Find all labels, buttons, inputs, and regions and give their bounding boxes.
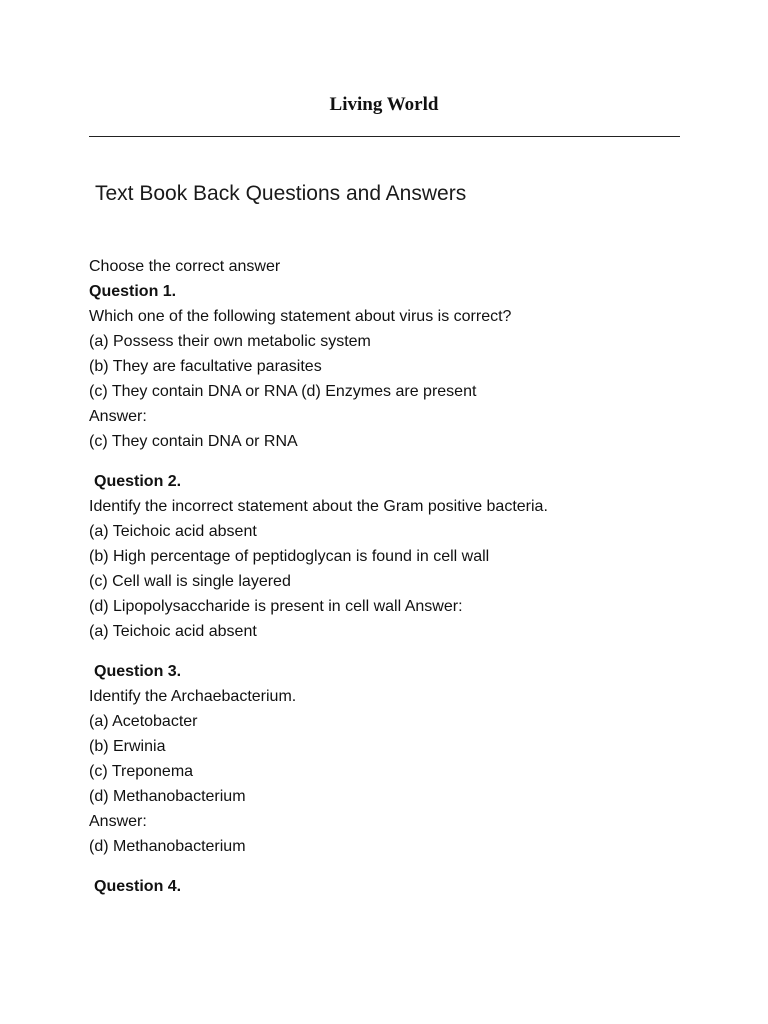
option-item: (b) Erwinia [89, 738, 166, 755]
question-block-4 [89, 874, 729, 899]
questions-content [89, 254, 729, 899]
question-block-3 [89, 659, 729, 859]
document-title: Living World [329, 94, 439, 115]
spacer [89, 644, 729, 659]
option-item: (c) Cell wall is single layered [89, 573, 291, 590]
title-divider [89, 136, 680, 137]
question-heading: Question 1. [89, 283, 177, 300]
option-item: (b) They are facultative parasites [89, 358, 322, 375]
answer-text: (c) They contain DNA or RNA [89, 433, 298, 450]
option-item: (d) Methanobacterium [89, 788, 246, 805]
answer-text: (a) Teichoic acid absent [89, 623, 257, 640]
section-heading: Text Book Back Questions and Answers [95, 182, 467, 205]
option-item: (a) Acetobacter [89, 713, 198, 730]
option-item: (d) Lipopolysaccharide is present in cell wall Answer: [89, 598, 463, 615]
answer-text: (d) Methanobacterium [89, 838, 246, 855]
option-item: (c) They contain DNA or RNA (d) Enzymes are present [89, 383, 477, 400]
question-heading: Question 4. [94, 878, 182, 895]
instruction-text: Choose the correct answer [89, 258, 281, 275]
option-item: (c) Treponema [89, 763, 194, 780]
question-block-2 [89, 469, 729, 644]
question-block-1 [89, 279, 729, 454]
option-item: (a) Possess their own metabolic system [89, 333, 371, 350]
answer-label: Answer: [89, 813, 147, 830]
spacer [89, 454, 729, 469]
option-item: (b) High percentage of peptidoglycan is found in cell wall [89, 548, 490, 565]
question-heading: Question 3. [94, 663, 182, 680]
answer-label: Answer: [89, 408, 147, 425]
question-heading: Question 2. [94, 473, 182, 490]
spacer [89, 859, 729, 874]
question-prompt: Which one of the following statement about virus is correct? [89, 308, 512, 325]
option-item: (a) Teichoic acid absent [89, 523, 257, 540]
question-prompt: Identify the incorrect statement about the Gram positive bacteria. [89, 498, 548, 515]
question-prompt: Identify the Archaebacterium. [89, 688, 297, 705]
